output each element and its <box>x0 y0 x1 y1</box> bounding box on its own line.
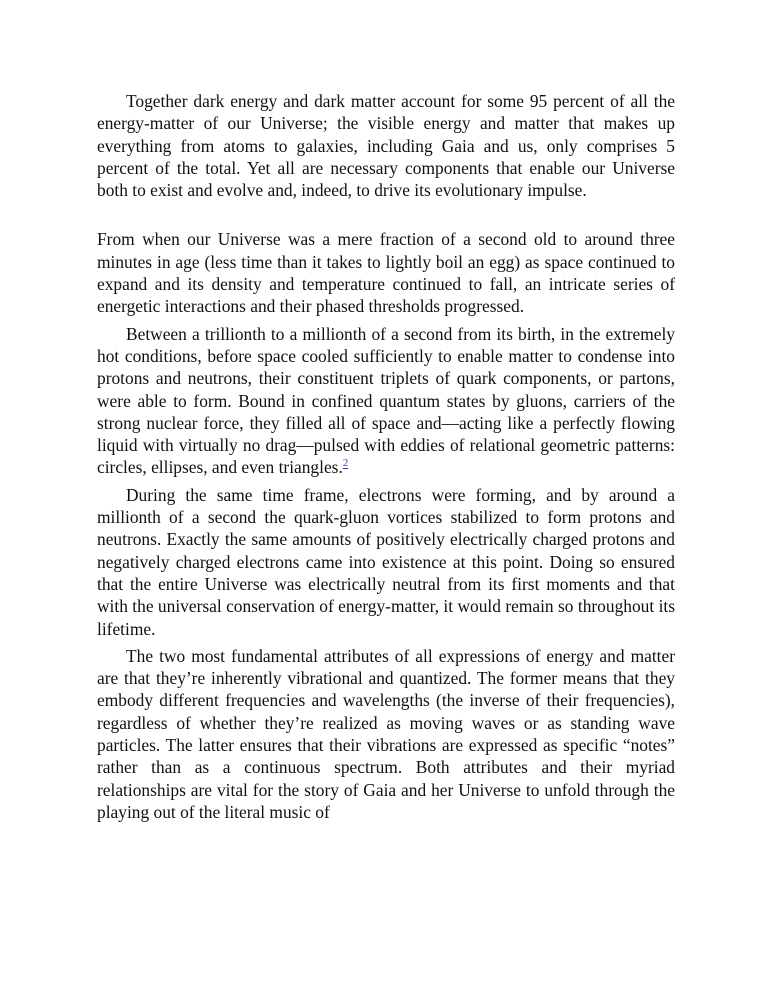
footnote-link[interactable]: 2 <box>342 457 349 470</box>
paragraph-dark-energy: Together dark energy and dark matter account for some 95 percent of all the energy-matter of our Universe; the visible energy and matter that makes up everything from atoms to galaxies, including Gaia and us, only comprises 5 percent of the total. Yet all are necessary components that enable our Universe both to exist and evolve and, indeed, to drive its evolutionary impulse. <box>97 91 675 201</box>
paragraph-vibrational-attributes: The two most fundamental attributes of all expressions of energy and matter are that they’re inherently vibrational and quantized. The former means that they embody different frequencies and wavelengths (the inverse of their frequencies), regardless of whether they’re realized as moving waves or as standing wave particles. The latter ensures that their vibrations are expressed as specific “notes” rather than as a continuous spectrum. Both attributes and their myriad relationships are vital for the story of Gaia and her Universe to unfold through the playing out of the literal music of <box>97 645 675 822</box>
paragraph-quark-gluon <box>97 323 675 479</box>
document-page <box>97 90 675 823</box>
paragraph-early-universe: From when our Universe was a mere fraction of a second old to around three minutes in age (less time than it takes to lightly boil an egg) as space continued to expand and its density and temperature continued to fall, an intricate series of energetic interactions and their phased thresholds progressed. <box>97 229 675 317</box>
paragraph-electrons: During the same time frame, electrons were forming, and by around a millionth of a second the quark-gluon vortices stabilized to form protons and neutrons. Exactly the same amounts of positively electrically charged protons and negatively charged electrons came into existence at this point. Doing so ensured that the entire Universe was electrically neutral from its first moments and that with the universal conservation of energy-matter, it would remain so throughout its lifetime. <box>97 484 675 639</box>
paragraph-quark-gluon-text: Between a trillionth to a millionth of a second from its birth, in the extremely hot conditions, before space cooled sufficiently to enable matter to condense into protons and neutrons, their constituent triplets of quark components, or partons, were able to form. Bound in confined quantum states by gluons, carriers of the strong nuclear force, they filled all of space and—acting like a perfectly flowing liquid with virtually no drag—pulsed with eddies of relational geometric patterns: circles, ellipses, and even triangles. <box>97 323 675 478</box>
